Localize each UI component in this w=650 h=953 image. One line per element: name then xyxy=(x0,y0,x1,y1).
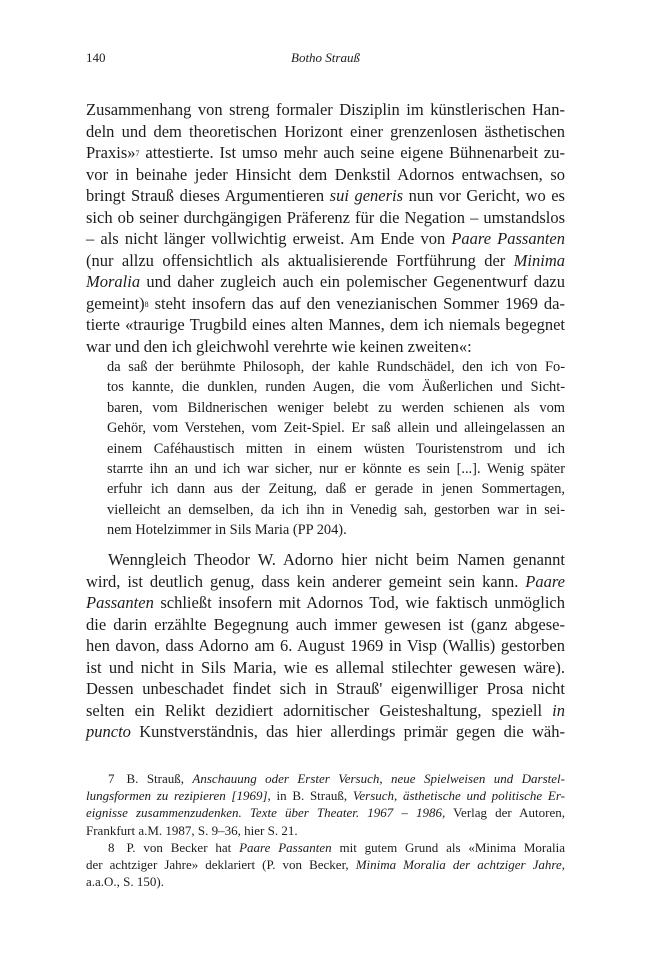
text-line: deln und dem theoretischen Horizont einer grenzenlosen ästhetischen xyxy=(86,121,565,141)
text-line: (nur allzu offensichtlich als aktualisierende Fortführung der Minima xyxy=(86,250,565,270)
footnote-8: 8 P. von Becker hat Paare Passanten mit gutem Grund als «Minima Moralia xyxy=(86,839,565,856)
text-line: bringt Strauß dieses Argumentieren sui generis nun vor Gericht, wo es xyxy=(86,186,565,205)
footnote-line: der achtziger Jahre» deklariert (P. von Becker, Minima Moralia der achtziger Jahre, xyxy=(86,857,565,873)
text-line: Zusammenhang von streng formaler Disziplin im künstlerischen Han- xyxy=(86,100,565,119)
text-line: war und den ich gleichwohl verehrte wie keinen zweiten«: xyxy=(86,336,472,356)
text-line: Wenngleich Theodor W. Adorno hier nicht beim Namen genannt xyxy=(108,550,565,569)
footnotes xyxy=(86,770,565,890)
body-paragraph-1 xyxy=(86,99,565,357)
quote-line: vielleicht an demselben, da ich ihn in Venedig sah, gestorben war in sei- xyxy=(107,501,565,518)
text-line: selten ein Relikt dezidiert adornitischer Geisteshaltung, speziell in xyxy=(86,700,565,720)
text-line: Moralia und daher zugleich auch ein polemischer Gegenentwurf dazu xyxy=(86,272,565,291)
quote-line: starrte ihn an und ich war sicher, nur er könnte es sein [...]. Wenig später xyxy=(107,461,565,478)
text-line: hen davon, dass Adorno am 6. August 1969 in Visp (Wallis) gestorben xyxy=(86,636,565,655)
text-line: sich ob seiner durchgängigen Präferenz für die Negation – umstandslos xyxy=(86,207,565,227)
text-line: tierte «traurige Trugbild eines alten Mannes, dem ich niemals begegnet xyxy=(86,315,565,334)
footnote-number: 8 xyxy=(108,839,115,855)
text-line: vor in beinahe jeder Hinsicht dem Denkstil Adornos entwachsen, so xyxy=(86,164,565,184)
text-line: wird, ist deutlich genug, dass kein anderer gemeint sein kann. Paare xyxy=(86,571,565,591)
footnote-line: a.a.O., S. 150). xyxy=(86,874,164,890)
footnote-line: lungsformen zu rezipieren [1969], in B. Strauß, Versuch, ästhetische und politische Er- xyxy=(86,788,565,804)
quote-line: Gehör, vom Verstehen, vom Zeit-Spiel. Er saß allein und alleingelassen an xyxy=(107,420,565,437)
footnote-7: 7 B. Strauß, Anschauung oder Erster Versuch, neue Spielweisen und Darstel- xyxy=(86,770,565,787)
text-line: Passanten schließt insofern mit Adornos Tod, wie faktisch unmöglich xyxy=(86,593,565,612)
text-line: ist und nicht in Sils Maria, wie es allemal stilechter gewesen wäre). xyxy=(86,657,565,677)
page-header xyxy=(86,50,565,70)
running-head: Botho Strauß xyxy=(291,50,360,65)
text-line: – als nicht länger vollwichtig erweist. Am Ende von Paare Passanten xyxy=(86,229,565,248)
block-quote xyxy=(107,357,565,541)
text-line: puncto Kunstverständnis, das hier allerdings primär gegen die wäh- xyxy=(86,722,565,741)
text-line: die darin erzählte Begegnung auch immer gewesen ist (ganz abgese- xyxy=(86,614,565,634)
footnote-number: 7 xyxy=(108,771,115,786)
footnote-ref-8: 8 xyxy=(144,299,149,309)
quote-line: baren, vom Bildnerischen weniger belebt zu werden schienen als vom xyxy=(107,399,565,416)
quote-line: einem Caféhaustisch mitten in einem wüsten Touristenstrom und ich xyxy=(107,440,565,457)
body-paragraph-2 xyxy=(86,549,565,743)
text-line: Dessen unbeschadet findet sich in Strauß' eigenwilliger Prosa nicht xyxy=(86,679,565,698)
footnote-ref-7: 7 xyxy=(135,149,140,158)
quote-line: erfuhr ich dann aus der Zeitung, daß er gerade in jenen Sommertagen, xyxy=(107,481,565,498)
text-line: Praxis»$^7$ attestierte. Ist umso mehr auch seine eigene Bühnenarbeit zu- xyxy=(86,143,565,162)
footnote-line: Frankfurt a.M. 1987, S. 9–36, hier S. 21. xyxy=(86,822,298,838)
page-number: 140 xyxy=(86,50,106,65)
quote-line: da saß der berühmte Philosoph, der kahle Rundschädel, den ich von Fo- xyxy=(107,359,565,375)
quote-line: tos kannte, die dunklen, runden Augen, die vom Äußerlichen und Sicht- xyxy=(107,379,565,396)
footnote-line: eignisse zusammenzudenken. Texte über Theater. 1967 – 1986, Verlag der Autoren, xyxy=(86,805,565,821)
text-line: gemeint)$^8$ steht insofern das auf den venezianischen Sommer 1969 da- xyxy=(86,293,565,313)
quote-line: nem Hotelzimmer in Sils Maria (PP 204). xyxy=(107,522,347,539)
